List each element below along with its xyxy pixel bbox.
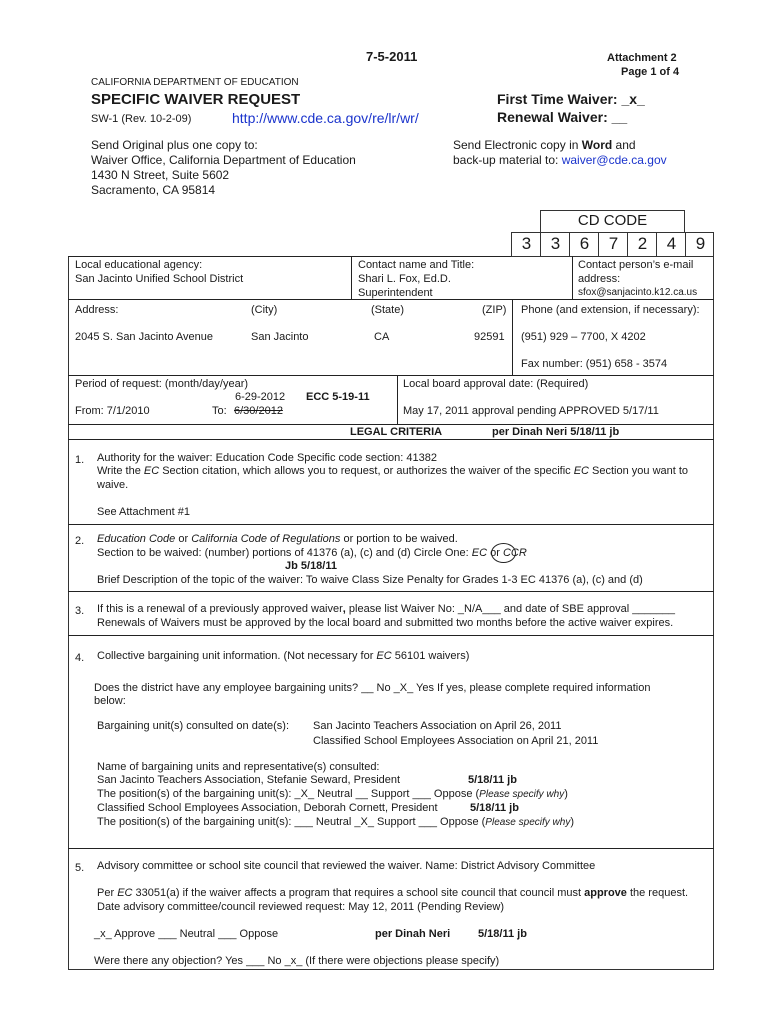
page-number: Page 1 of 4 <box>621 66 680 78</box>
department-name: CALIFORNIA DEPARTMENT OF EDUCATION <box>91 77 299 88</box>
divider <box>351 256 352 299</box>
item-3-line-2: Renewals of Waivers must be approved by the local board and submitted two months before the active waiver expires. <box>97 617 674 629</box>
divider <box>572 256 573 299</box>
ec-selection-circle <box>491 543 516 563</box>
period-new-end-date: 6-29-2012 <box>235 391 286 403</box>
consulted-date-1: San Jacinto Teachers Association on April 26, 2011 <box>313 720 562 732</box>
cd-code-digit: 9 <box>685 232 715 256</box>
board-approval-label: Local board approval date: (Required) <box>403 378 589 390</box>
waiver-email-link[interactable]: waiver@cde.ca.gov <box>561 153 667 167</box>
form-top-rule <box>68 256 511 257</box>
form-title: SPECIFIC WAIVER REQUEST <box>91 91 301 108</box>
item-4-number: 4. <box>75 652 85 664</box>
item-5-reviewer: per Dinah Neri <box>375 928 451 940</box>
item-3-number: 3. <box>75 605 85 617</box>
row-rule <box>68 635 714 636</box>
row-rule <box>68 591 714 592</box>
contact-label: Contact name and Title: <box>358 259 475 271</box>
position-2: The position(s) of the bargaining unit(s): ___ Neutral _X_ Support ___ Oppose (Please specify why) <box>97 816 575 828</box>
row-rule <box>68 424 714 425</box>
item-2-line-1: Education Code or California Code of Regulations or portion to be waived. <box>97 533 458 545</box>
item-5-initials: 5/18/11 jb <box>478 928 527 940</box>
contact-name: Shari L. Fox, Ed.D. <box>358 273 451 285</box>
item-2-number: 2. <box>75 535 85 547</box>
representative-2: Classified School Employees Association, Deborah Cornett, President <box>97 802 438 814</box>
item-1-attachment-ref: See Attachment #1 <box>97 506 190 518</box>
send-original-line-1: Send Original plus one copy to: <box>91 138 258 152</box>
cd-code-digit: 2 <box>627 232 657 256</box>
board-approval-value: May 17, 2011 approval pending APPROVED 5/17/11 <box>403 405 659 417</box>
send-original-line-3: 1430 N Street, Suite 5602 <box>91 168 230 182</box>
item-2-line-2: Section to be waived: (number) portions of 41376 (a), (c) and (d) Circle One: EC or CCR <box>97 547 527 559</box>
legal-criteria-note: per Dinah Neri 5/18/11 jb <box>492 426 620 438</box>
form-id: SW-1 (Rev. 10-2-09) <box>91 113 192 125</box>
lea-label: Local educational agency: <box>75 259 203 271</box>
send-electronic-line-1: Send Electronic copy in Word and <box>453 138 636 152</box>
document-date: 7-5-2011 <box>366 49 418 64</box>
item-1-line-2: Write the EC Section citation, which allows you to request, or authorizes the waiver of the specific EC Section you want to <box>97 465 689 477</box>
email-value: sfox@sanjacinto.k12.ca.us <box>578 287 698 298</box>
send-electronic-line-2: back-up material to: waiver@cde.ca.gov <box>453 153 667 167</box>
item-5-objection: Were there any objection? Yes ___ No _x_ (If there were objections please specify) <box>94 955 500 967</box>
renewal-waiver: Renewal Waiver: __ <box>497 109 628 125</box>
item-4-line-1: Collective bargaining unit information. (Not necessary for EC 56101 waivers) <box>97 650 470 662</box>
send-original-line-2: Waiver Office, California Department of Education <box>91 153 356 167</box>
lea-value: San Jacinto Unified School District <box>75 273 244 285</box>
row-rule <box>68 299 714 300</box>
period-to-label: To: <box>212 405 227 417</box>
item-1-number: 1. <box>75 454 85 466</box>
first-time-waiver: First Time Waiver: _x_ <box>497 91 645 107</box>
item-1-line-3: waive. <box>97 479 129 491</box>
period-to-old-date: 6/30/2012 <box>234 405 283 417</box>
fax-number: Fax number: (951) 658 - 3574 <box>521 358 668 370</box>
cde-url-link[interactable]: http://www.cde.ca.gov/re/lr/wr/ <box>232 110 419 126</box>
consulted-label: Bargaining unit(s) consulted on date(s): <box>97 720 289 732</box>
item-5-line-1: Advisory committee or school site council that reviewed the waiver. Name: District Advisory Committee <box>97 860 596 872</box>
item-5-vote: _x_ Approve ___ Neutral ___ Oppose <box>94 928 279 940</box>
send-original-line-4: Sacramento, CA 95814 <box>91 183 216 197</box>
item-5-number: 5. <box>75 862 85 874</box>
period-from: From: 7/1/2010 <box>75 405 150 417</box>
cd-code-digit: 3 <box>540 232 570 256</box>
cd-code-label: CD CODE <box>577 212 648 229</box>
representative-1-initials: 5/18/11 jb <box>468 774 517 786</box>
row-rule <box>68 524 714 525</box>
item-5-line-3: Date advisory committee/council reviewed request: May 12, 2011 (Pending Review) <box>97 901 504 913</box>
bargaining-question-cont: below: <box>94 695 126 707</box>
divider <box>397 375 398 424</box>
row-rule <box>68 375 714 376</box>
cd-code-digit: 6 <box>569 232 599 256</box>
item-2-initials: Jb 5/18/11 <box>285 560 337 572</box>
representative-2-initials: 5/18/11 jb <box>470 802 519 814</box>
city-label: (City) <box>251 304 278 316</box>
address-label: Address: <box>75 304 119 316</box>
row-rule <box>68 848 714 849</box>
item-1-line-1: Authority for the waiver: Education Code Specific code section: 41382 <box>97 452 437 464</box>
row-rule <box>68 439 714 440</box>
city-value: San Jacinto <box>251 331 309 343</box>
period-label: Period of request: (month/day/year) <box>75 378 249 390</box>
street-value: 2045 S. San Jacinto Avenue <box>75 331 214 343</box>
state-value: CA <box>374 331 390 343</box>
legal-criteria-heading: LEGAL CRITERIA <box>350 426 443 438</box>
consulted-date-2: Classified School Employees Association on April 21, 2011 <box>313 735 599 747</box>
ecc-note: ECC 5-19-11 <box>306 391 370 403</box>
representative-1: San Jacinto Teachers Association, Stefanie Seward, President <box>97 774 401 786</box>
position-1: The position(s) of the bargaining unit(s): _X_ Neutral __ Support ___ Oppose (Please specify why) <box>97 788 568 800</box>
attachment-label: Attachment 2 <box>607 52 677 64</box>
cd-code-digit: 7 <box>598 232 628 256</box>
contact-title: Superintendent <box>358 287 433 299</box>
email-label-line-1: Contact person’s e-mail <box>578 259 694 271</box>
cd-code-digit: 3 <box>511 232 541 256</box>
item-5-line-2: Per EC 33051(a) if the waiver affects a program that requires a school site council that council must approve the request. <box>97 887 689 899</box>
zip-value: 92591 <box>474 331 505 343</box>
divider <box>512 299 513 375</box>
phone-label: Phone (and extension, if necessary): <box>521 304 700 316</box>
item-3-line-1: If this is a renewal of a previously approved waiver, please list Waiver No: _N/A___ and date of SBE approval _______ <box>97 603 676 615</box>
representatives-label: Name of bargaining units and representative(s) consulted: <box>97 761 380 773</box>
cd-code-digit: 4 <box>656 232 686 256</box>
zip-label: (ZIP) <box>482 304 507 316</box>
email-label-line-2: address: <box>578 273 621 285</box>
item-2-line-3: Brief Description of the topic of the waiver: To waive Class Size Penalty for Grades 1-3 EC 41376 (a), (c) and (d) <box>97 574 643 586</box>
phone-value: (951) 929 – 7700, X 4202 <box>521 331 646 343</box>
bargaining-question: Does the district have any employee bargaining units? __ No _X_ Yes If yes, please complete required information <box>94 682 651 694</box>
state-label: (State) <box>371 304 405 316</box>
